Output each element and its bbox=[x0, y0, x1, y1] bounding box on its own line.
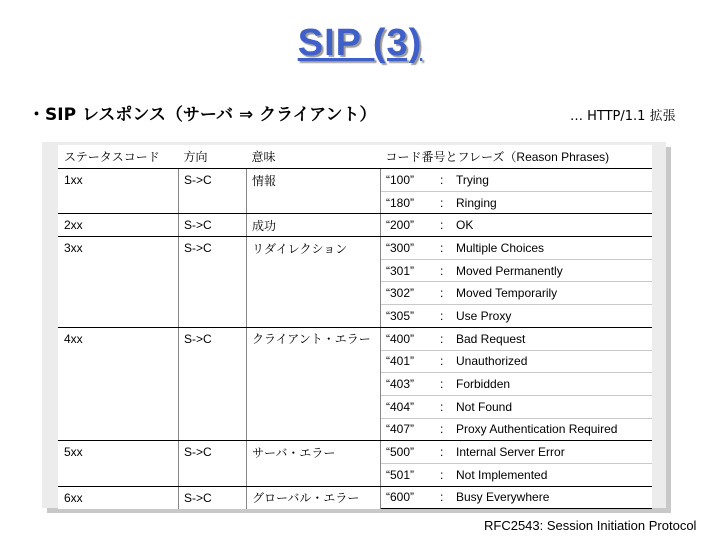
table-row bbox=[58, 305, 652, 328]
phrase-cell: Use Proxy bbox=[454, 305, 652, 328]
phrase-cell: Trying bbox=[454, 169, 652, 192]
header-code-phrase: コード番号とフレーズ（Reason Phrases) bbox=[381, 145, 653, 169]
phrase-cell: Moved Permanently bbox=[454, 259, 652, 282]
meaning-cell: サーバ・エラー bbox=[247, 441, 381, 464]
direction-cell: S->C bbox=[179, 486, 247, 509]
code-cell: “305” bbox=[381, 305, 441, 328]
colon-cell: : bbox=[440, 305, 454, 328]
status-cell: 2xx bbox=[58, 214, 179, 237]
code-cell: “100” bbox=[381, 169, 441, 192]
colon-cell: : bbox=[440, 373, 454, 396]
meaning-cell bbox=[247, 350, 381, 373]
phrase-cell: Moved Temporarily bbox=[454, 282, 652, 305]
direction-cell: S->C bbox=[179, 169, 247, 192]
phrase-cell: Ringing bbox=[454, 191, 652, 214]
colon-cell: : bbox=[440, 486, 454, 509]
phrase-cell: Bad Request bbox=[454, 327, 652, 350]
phrase-cell: Proxy Authentication Required bbox=[454, 418, 652, 441]
direction-cell bbox=[179, 418, 247, 441]
meaning-cell: リダイレクション bbox=[247, 237, 381, 260]
colon-cell: : bbox=[440, 327, 454, 350]
status-cell bbox=[58, 463, 179, 486]
reference-note: … HTTP/1.1 拡張 bbox=[570, 109, 676, 124]
colon-cell: : bbox=[440, 350, 454, 373]
table-header-row bbox=[58, 145, 652, 169]
sip-response-table bbox=[58, 145, 652, 509]
colon-cell: : bbox=[440, 191, 454, 214]
status-cell bbox=[58, 418, 179, 441]
meaning-cell bbox=[247, 305, 381, 328]
direction-cell bbox=[179, 259, 247, 282]
colon-cell: : bbox=[440, 282, 454, 305]
colon-cell: : bbox=[440, 441, 454, 464]
direction-cell bbox=[179, 305, 247, 328]
status-cell bbox=[58, 395, 179, 418]
status-cell bbox=[58, 259, 179, 282]
code-cell: “404” bbox=[381, 395, 441, 418]
meaning-cell bbox=[247, 373, 381, 396]
header-direction: 方向 bbox=[179, 145, 247, 169]
direction-cell: S->C bbox=[179, 441, 247, 464]
code-cell: “400” bbox=[381, 327, 441, 350]
direction-cell bbox=[179, 395, 247, 418]
header-status-code: ステータスコード bbox=[58, 145, 179, 169]
status-cell: 6xx bbox=[58, 486, 179, 509]
code-cell: “300” bbox=[381, 237, 441, 260]
table-row bbox=[58, 214, 652, 237]
status-cell bbox=[58, 350, 179, 373]
table-row bbox=[58, 169, 652, 192]
colon-cell: : bbox=[440, 169, 454, 192]
phrase-cell: Unauthorized bbox=[454, 350, 652, 373]
meaning-cell: 成功 bbox=[247, 214, 381, 237]
colon-cell: : bbox=[440, 214, 454, 237]
direction-cell bbox=[179, 191, 247, 214]
table-row bbox=[58, 486, 652, 509]
code-cell: “500” bbox=[381, 441, 441, 464]
header-meaning: 意味 bbox=[247, 145, 381, 169]
code-cell: “407” bbox=[381, 418, 441, 441]
code-cell: “301” bbox=[381, 259, 441, 282]
meaning-cell bbox=[247, 395, 381, 418]
code-cell: “180” bbox=[381, 191, 441, 214]
footer-reference: RFC2543: Session Initiation Protocol bbox=[484, 518, 697, 533]
meaning-cell: クライアント・エラー bbox=[247, 327, 381, 350]
table-row bbox=[58, 350, 652, 373]
status-cell: 5xx bbox=[58, 441, 179, 464]
table-row bbox=[58, 441, 652, 464]
status-cell bbox=[58, 282, 179, 305]
colon-cell: : bbox=[440, 259, 454, 282]
table-row bbox=[58, 418, 652, 441]
status-cell bbox=[58, 191, 179, 214]
direction-cell bbox=[179, 282, 247, 305]
direction-cell: S->C bbox=[179, 214, 247, 237]
colon-cell: : bbox=[440, 395, 454, 418]
meaning-cell bbox=[247, 259, 381, 282]
table-row bbox=[58, 395, 652, 418]
meaning-cell bbox=[247, 463, 381, 486]
code-cell: “401” bbox=[381, 350, 441, 373]
phrase-cell: Not Found bbox=[454, 395, 652, 418]
status-cell bbox=[58, 305, 179, 328]
status-cell: 1xx bbox=[58, 169, 179, 192]
phrase-cell: Forbidden bbox=[454, 373, 652, 396]
phrase-cell: Busy Everywhere bbox=[454, 486, 652, 509]
phrase-cell: OK bbox=[454, 214, 652, 237]
code-cell: “600” bbox=[381, 486, 441, 509]
code-cell: “403” bbox=[381, 373, 441, 396]
colon-cell: : bbox=[440, 463, 454, 486]
colon-cell: : bbox=[440, 237, 454, 260]
status-cell: 4xx bbox=[58, 327, 179, 350]
direction-cell bbox=[179, 463, 247, 486]
meaning-cell bbox=[247, 418, 381, 441]
table-row bbox=[58, 327, 652, 350]
meaning-cell: グローバル・エラー bbox=[247, 486, 381, 509]
table-panel bbox=[42, 142, 666, 508]
table-row bbox=[58, 237, 652, 260]
meaning-cell bbox=[247, 191, 381, 214]
direction-cell: S->C bbox=[179, 237, 247, 260]
table-row bbox=[58, 373, 652, 396]
table-row bbox=[58, 282, 652, 305]
meaning-cell: 情報 bbox=[247, 169, 381, 192]
code-cell: “200” bbox=[381, 214, 441, 237]
table-row bbox=[58, 191, 652, 214]
table-row bbox=[58, 259, 652, 282]
status-cell: 3xx bbox=[58, 237, 179, 260]
slide-title: SIP (3) bbox=[297, 22, 423, 64]
status-cell bbox=[58, 373, 179, 396]
phrase-cell: Not Implemented bbox=[454, 463, 652, 486]
colon-cell: : bbox=[440, 418, 454, 441]
direction-cell bbox=[179, 350, 247, 373]
phrase-cell: Multiple Choices bbox=[454, 237, 652, 260]
code-cell: “501” bbox=[381, 463, 441, 486]
table-body bbox=[58, 169, 652, 509]
table-row bbox=[58, 463, 652, 486]
direction-cell bbox=[179, 373, 247, 396]
meaning-cell bbox=[247, 282, 381, 305]
slide-subtitle: ・SIP レスポンス（サーバ ⇒ クライアント） bbox=[28, 105, 377, 125]
direction-cell: S->C bbox=[179, 327, 247, 350]
phrase-cell: Internal Server Error bbox=[454, 441, 652, 464]
code-cell: “302” bbox=[381, 282, 441, 305]
